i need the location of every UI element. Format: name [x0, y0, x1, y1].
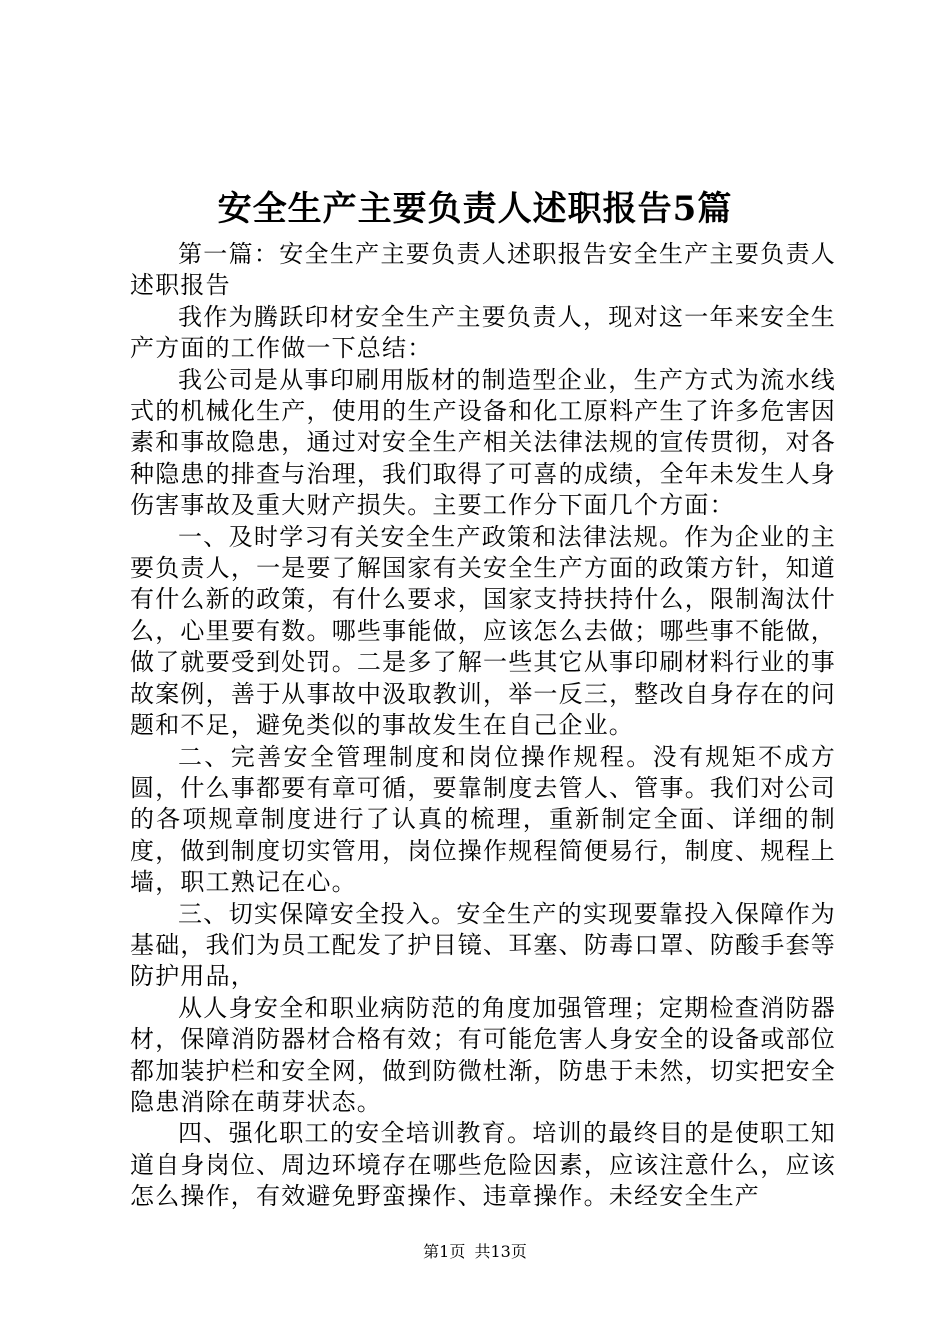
document-body: [130, 239, 836, 1213]
paragraph: 三、切实保障安全投入。安全生产的实现要靠投入保障作为基础，我们为员工配发了护目镜、耳塞、防毒口罩、防酸手套等防护用品，: [130, 899, 836, 991]
paragraph: 第一篇：安全生产主要负责人述职报告安全生产主要负责人述职报告: [130, 240, 836, 300]
paragraph: 我作为腾跃印材安全生产主要负责人，现对这一年来安全生产方面的工作做一下总结：: [130, 302, 836, 363]
page-footer: [0, 1241, 950, 1263]
page-total: 共13页: [474, 1242, 527, 1261]
paragraph: 二、完善安全管理制度和岗位操作规程。没有规矩不成方圆，什么事都要有章可循，要靠制度去管人、管事。我们对公司的各项规章制度进行了认真的梳理，重新制定全面、详细的制度，做到制度切实管用，岗位操作规程简便易行，制度、规程上墙，职工熟记在心。: [130, 742, 836, 897]
document-title: 安全生产主要负责人述职报告5篇: [217, 189, 733, 229]
paragraph: 我公司是从事印刷用版材的制造型企业，生产方式为流水线式的机械化生产，使用的生产设备和化工原料产生了许多危害因素和事故隐患，通过对安全生产相关法律法规的宣传贯彻，对各种隐患的排查与治理，我们取得了可喜的成绩，全年未发生人身伤害事故及重大财产损失。主要工作分下面几个方面：: [130, 365, 836, 520]
page-number: 第1页: [423, 1242, 466, 1261]
paragraph: 一、及时学习有关安全生产政策和法律法规。作为企业的主要负责人，一是要了解国家有关安全生产方面的政策方针，知道有什么新的政策，有什么要求，国家支持扶持什么，限制淘汰什么，心里要有数。哪些事能做，应该怎么去做；哪些事不能做，做了就要受到处罚。二是多了解一些其它从事印刷材料行业的事故案例，善于从事故中汲取教训，举一反三，整改自身存在的问题和不足，避免类似的事故发生在自己企业。: [130, 522, 836, 740]
paragraph: 从人身安全和职业病防范的角度加强管理；定期检查消防器材，保障消防器材合格有效；有可能危害人身安全的设备或部位都加装护栏和安全网，做到防微杜渐，防患于未然，切实把安全隐患消除在萌芽状态。: [130, 993, 836, 1116]
paragraph: 四、强化职工的安全培训教育。培训的最终目的是使职工知道自身岗位、周边环境存在哪些危险因素，应该注意什么，应该怎么操作，有效避免野蛮操作、违章操作。未经安全生产: [130, 1119, 836, 1211]
